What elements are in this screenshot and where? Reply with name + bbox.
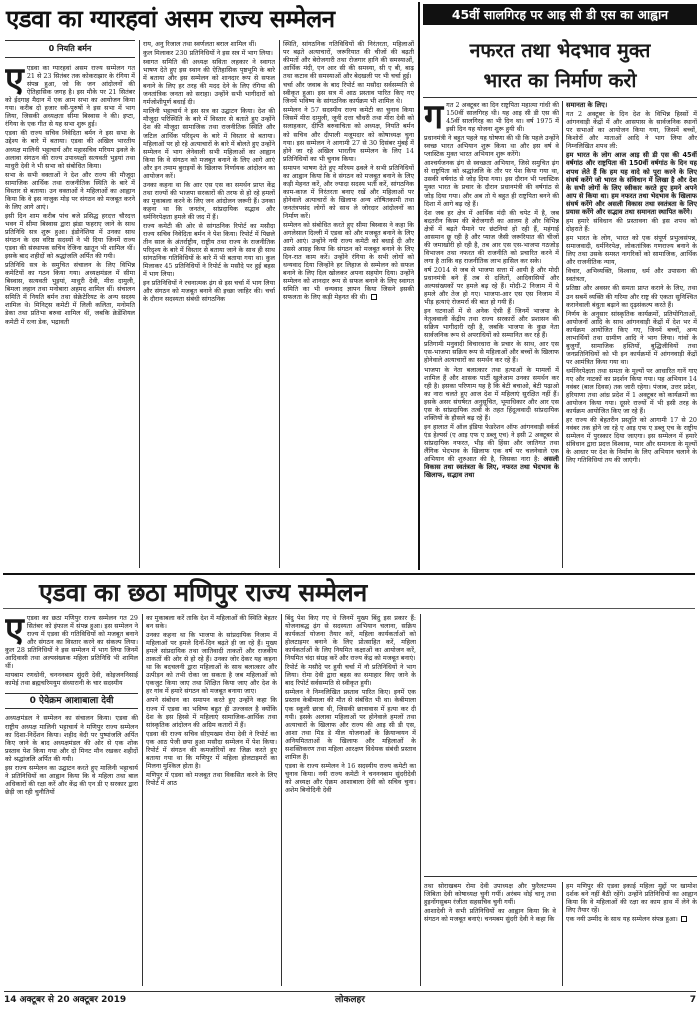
- assam-column-2: [143, 40, 275, 568]
- assam-para: चर्चा और जवाब के बाद रिपोर्ट का मसौदा सर्वसम्मति से स्वीकृत हुआ। इस सत्र में आठ प्रस्ताव पारित किए गए जिनमें भविष्य के सांगठनिक कार्यक्रम भी शामिल थे।: [283, 81, 414, 106]
- icds-para: गत 2 अक्टूबर के दिन देश के विभिन्न हिस्सों में आंगनवाड़ी केंद्रों में और आसपास के सार्वजनिक स्थानों पर सभाओं का आयोजन किया गया, जिसमें बच्चों, किशोरों और माताओं आदि ने भाग लिया और निम्नलिखित शपथ ली:: [566, 110, 697, 151]
- manipur-para: इस राज्य सम्मेलन का उद्घाटन करते हुए मालिनी भट्टाचार्य ने प्रतिनिधियों का आह्वान किया कि वे महिला तथा बाल अधिकारों की रक्षा करें और केंद्र की एन डी ए सरकार द्वारा छेड़ी जा रही चुनौतियों: [5, 763, 138, 796]
- assam-para: सम्मेलन ने 57 सदस्यीय राज्य कमेटी का चुनाव किया जिसमें मीरा दामुली, जूनी दत्ता चौधरी तथा मीरा देवी को सलाहकार, दीप्ति बरुवाचिता को अध्यक्ष, नियति बर्मन को सचिव और दीपाली मजूमदार को कोषाध्यक्ष चुना गया। इस सम्मेलन ने आगामी 27 से 30 दिसंबर मुंबई में होने जा रहे अखिल भारतीय सम्मेलन के लिए 14 प्रतिनिधियों का भी चुनाव किया।: [283, 106, 414, 163]
- banner-icds: 45वीं सालगिरह पर आइ सी डी एस का आह्वान: [423, 4, 697, 25]
- assam-column-3: [283, 40, 414, 568]
- icds-column-2: [566, 101, 697, 568]
- manipur-column-3: [285, 614, 416, 986]
- icds-para: धर्मनिरपेक्षता तथा समता के मूल्यों पर आधारित गानें गाए गए और नाटकों का प्रदर्शन किया गया। यह अभियान 14 नवंबर (बाल दिवस) तक जारी रहेगा। पंजाब, उत्तर प्रदेश, हरियाणा तथा आंध्र प्रदेश में 1 अक्टूबर को कार्यक्रमों का आयोजन किया गया। दूसरे राज्यों में भी इसी तरह के कार्यक्रम आयोजित किए जा रहे हैं।: [566, 366, 697, 416]
- icds-para: प्रतिगामी मनुवादी विचारधारा के प्रचार के साथ, आर एस एस-भाजपा सक्रिय रूप से महिलाओं और बच्चों के खिलाफ होनेवाले अत्याचारों का समर्थन कर रहे हैं।: [424, 340, 559, 365]
- dropcap: ग: [424, 101, 444, 137]
- manipur-para: एक नयी उम्मीद के साथ यह सम्मेलन संपन्न हुआ।: [566, 915, 697, 923]
- manipur-column-2: [146, 614, 277, 986]
- assam-para: इसी दिन शाम करीब पांच बजे प्रसिद्ध हरदत्त चौरदत्त भवन में सीमा बिस्वास द्वारा झंडा फहराए जाने के साथ प्रतिनिधि सत्र शुरू हुआ। इंडोनेशिया में उनका साथ संगठन के दस वरिष्ठ सदस्यों ने भी दिया जिनमें राज्य एडवा की संस्थापक सचिव रेजिना खातून भी शामिल थीं। इसके बाद शहीदों को श्रद्धांजलि अर्पित की गयी।: [5, 211, 135, 261]
- manipur-para: बिंदु पेश किए गए थे जिनमें मुख्य बिंदु इस प्रकार हैं: योजनाबद्ध ढ़ंग से सदस्यता अभियान चलाना, सक्रिय कार्यकर्ता योजना तैयार करें, महिला कार्यकर्ताओं को होलटाइमर बनाने के लिए प्रोत्साहित करें, महिला कार्यकर्ताओं के लिए नियमित कक्षाओं का आयोजन करें, नियमित चंदा संग्रह करें और राज्य केंद्र को मजबूत बनाएं।: [285, 614, 416, 663]
- campaign-slogan-end: समानता के लिए।: [566, 101, 608, 109]
- icds-para: निर्णय के अनुसार सांस्कृतिक कार्यक्रमों, प्रतियोगिताओं, आयोजनों आदि के साथ आंगनवाड़ी केंद्रों में देश भर में कार्यक्रम आयोजित किए गए, जिनमें बच्चों, अन्य लाभार्थियों तथा ग्रामीण आदि ने भाग लिया। गांवों के बुजुर्गों, सामाजिक हस्तियों, बुद्धिजीवियों तथा जनप्रतिनिधियों को भी इन कार्यक्रमों में आंगनवाड़ी केंद्रों पर आमंत्रित किया गया था।: [566, 309, 697, 366]
- icds-para: प्रधानमंत्री ने बहुत पहले यह घोषणा की थी कि पहले उन्होंने स्वच्छ भारत अभियान शुरू किया था और इस वर्ष वे प्लास्टिक मुक्त भारत अभियान शुरू करेंगे।: [424, 134, 559, 159]
- manipur-para: सम्मेलन ने निम्नलिखित प्रस्ताव पारित किए। इनमें एक प्रस्ताव केबीमाला की मौत से संबंधित भी था। केबीमाला एक स्कूली छात्रा थी, जिसकी छात्रावास में हत्या कर दी गयी। इसके अलावा महिलाओं पर होनेवाले हमलों तथा अत्याचारों के खिलाफ और राज्य की आइ सी डी एस, आशा तथा मिड डे मील योजनाओं के क्रियान्वयन में अनियमितताओं के खिलाफ और महिलाओं के सशक्तिकरण तथा महिला आरक्षण विधेयक संबंधी प्रस्ताव शामिल हैं।: [285, 688, 416, 761]
- newspaper-name: लोकलहर: [335, 995, 365, 1005]
- assam-para: स्थिति, सांगठनिक गतिविधियों की निरंतरता, महिलाओं पर बढ़ते अत्याचारों, जरूरियात की चीजों की बढ़ती कीमतों और बेरोजगारी तथा रोजगार हानि की समस्याओं, आर्थिक मंदी, एन आर सी की समस्या, सी ए बी, बाढ़ तथा कटाव की समस्याओं और बेदखली पर भी चर्चा हुई।: [283, 40, 414, 81]
- dropcap: ए: [5, 614, 24, 650]
- icds-para: देश जब हर क्षेत्र में आर्थिक मंदी की चपेट में है, जब बदतरीन किस्म की बेरोजगारी का आलम है और विभिन्न क्षेत्रों में बढ़ते पैमाने पर छंटनियां हो रही हैं, महंगाई आसमान छू रही है और प्याज जैसी जरूरियात की चीजों की जमाखोरी हो रही है, तब आर एस एस-भाजपा गठजोड़ विभाजन तथा नफरत की राजनीति को प्रचारित करने में लगा है ताकि वह राजनीतिक लाभ हासिल कर सके।: [424, 208, 559, 265]
- page-number: 7: [689, 995, 696, 1005]
- manipur-column-5: [566, 882, 697, 986]
- manipur-para: का मुकाबला करें ताकि देश में महिलाओं की स्थिति बेहतर बन सके।: [146, 614, 277, 631]
- icds-column-1: [424, 101, 559, 568]
- manipur-para: हम मणिपुर की एडवा इकाई महिला मुद्दों पर खामोश दर्शक बने नहीं बैठी रहेंगे। उन्होंने प्रतिनिधियों का आह्वान किया कि वे महिलाओं की रक्षा का काम हाथ में लेने के लिए तैयार रहें।: [566, 882, 697, 915]
- assam-para: उनका कहना था कि आर एस एस का समर्थन प्राप्त केंद्र तथा राज्यों की भाजपा सरकारों की तरफ से हो रहे हमलों का मुकाबला करने के लिए जन आंदोलन जरूरी हैं। उनका कहना था कि जनतंत्र, सांप्रदायिक सद्भाव और धर्मनिरपेक्षता हमले की जद में हैं।: [143, 180, 275, 221]
- issue-dates: 14 अक्टूबर से 20 अक्टूबर 2019: [4, 995, 127, 1005]
- icds-para: गगत 2 अक्टूबर का दिन राष्ट्रपिता महात्मा गांधी की 150वीं सालगिरह थी। यह आइ सी डी एस की 45वीं सालगिरह का भी दिन था। वर्ष 1975 में इसी दिन यह योजना शुरू हुयी थी।: [424, 101, 559, 137]
- asha-byline: 0 ऐयेक्रम आशाबाला देवी: [5, 693, 138, 709]
- icds-para: प्रतिष्ठा और अवसर की समता प्राप्त कराने के लिए, तथा उन सबमें व्यक्ति की गरिमा और राष्ट्र की एकता सुनिश्चित करानेवाली बंधुता बढ़ाने का दृढ़संकल्प करते हैं।: [566, 284, 697, 309]
- icds-para: इन घटनाओं में से अनेक ऐसी हैं जिनमें भाजपा के नेतृत्ववाली केंद्रीय तथा राज्य सरकारों और प्रशासन की सक्रिय भागीदारी रही है, जबकि भाजपा के कुछ नेता सार्वजनिक रूप से अपराधियों को सम्मानित कर रहे हैं।: [424, 307, 559, 340]
- headline-manipur: एडवा का छठा मणिपुर राज्य सम्मेलन: [3, 573, 695, 609]
- manipur-para: उनका कहना था कि भाजपा के सांप्रदायिक निजाम में महिलाओं पर हमले दिनों-दिन बढ़ते ही जा रहे हैं। मुख्य हमले सांप्रदायिक तथा जातिवादी ताकतों और राजकीय ताकतों की ओर से हो रहे हैं। उनका जोर देकर यह कहना था कि बदचलनी द्वारा महिलाओं के साथ बलात्कार और उत्पीड़न को तभी रोका जा सकता है जब महिलाओं को एकजुट किया जाए तथा शिक्षित किया जाए और देश के हर गांव में हमारे संगठन को मजबूत बनाया जाए।: [146, 631, 277, 696]
- icds-para: वर्ष 2014 से जब से भाजपा सत्ता में आयी है और मोदी प्रधानमंत्री बने हैं तब से दलितों, आदिवासियों और अल्पसंख्यकों पर हमले बढ़ रहे हैं। मोदी-2 निजाम में ये हमले और तेज हो गए। भाजपा-आर एस एस निजाम में भीड़ हत्याएं रोजमर्रा की बात हो गयी हैं।: [424, 265, 559, 307]
- assam-para: स्वागत समिति की अध्यक्ष सविता लहकार ने स्वागत भाषण देते हुए इस स्थान की ऐतिहासिक पृष्ठभूमि के बारे में बताया और इस सम्मेलन को शानदार रूप से सफल बनाने के लिए हर तरह की मदद देने के लिए रंगिया की जनतांत्रिक जनता को सराहा। उन्होंने सभी भागीदारों को गर्मजोशीपूर्ण बधाई दी।: [143, 58, 275, 107]
- manipur-column-4: [424, 882, 556, 986]
- headline-line: नफरत तथा भेदभाव मुक्त: [469, 39, 651, 62]
- manipur-para: एडवा के राज्य सम्मेलन ने 16 सदस्यीय राज्य कमेटी का चुनाव किया। नयी राज्य कमेटी ने चनननबाम सुंदरीदेवी को अध्यक्ष और ऐक्रम आशाबाला देवी को सचिव चुना। अशेम बिनोदिनी देवी: [285, 761, 416, 794]
- assam-para: एएडवा का ग्यारहवां असम राज्य सम्मेलन गत 21 से 23 सितंबर तक कोकराझार के रंगिया में संपन्न हुआ, जो कि जन आंदोलनों की ऐतिहासिक जगह है। इस मौके पर 21 सितंबर को ईदगाह मैदान में एक आम सभा का आयोजन किया गया। करीब दो हजार स्त्री-पुरुषों ने इस सभा में भाग लिया, जिसकी अध्यक्षता सीमा बिस्वास ने की। इप्टा, रंगिया के एक गीत से यह सभा शुरू हुई।: [5, 60, 135, 129]
- manipur-para: मायबाम रणधोनी, चनननबाम सुंदरी देवी, कोइजननिसाई कामेई तथा ब्रह्मचरिमयुम संध्यारानी के चार सदस्यीय: [5, 671, 138, 688]
- assam-para: सभा के सभी वक्ताओं ने देश और राज्य की मौजूदा सामाजिक आर्थिक तथा राजनीतिक स्थिति के बारे में विस्तार से बताया। उन वक्ताओं ने महिलाओं का आह्वान किया कि वे इस नाजुक मोड़ पर संगठन को मजबूत करने के लिए आगे आएं।: [5, 170, 135, 211]
- headline-assam: एडवा का ग्यारहवां असम राज्य सम्मेलन: [6, 5, 335, 33]
- dropcap: ए: [5, 60, 24, 101]
- assam-para: कुल मिलाकर 230 प्रतिनिधियों ने इस सत्र में भाग लिया।: [143, 49, 273, 58]
- manipur-para: एएडवा का छठा मणिपुर राज्य सम्मेलन गत 29 सितंबर को इंफाल में संपन्न हुआ। इस सम्मेलन ने राज्य में एडवा की गतिविधियों को मजबूत बनाने और संगठन का विस्तार करने का संकल्प लिया। कुल 28 प्रतिनिधियों ने इस सम्मेलन में भाग लिया जिनमें आदिवासी तथा अल्पसंख्यक महिला प्रतिनिधि भी शामिल थीं।: [5, 614, 138, 671]
- manipur-para: रिपोर्ट के मसौदे पर हुयी चर्चा में नौ प्रतिनिधियों ने भाग लिया। रोमा देवी द्वारा बहस का समाहार किए जाने के बाद रिपोर्ट सर्वसम्मति से स्वीकृत हुयी।: [285, 663, 416, 688]
- byline-assam: 0 नियति बर्मन: [5, 40, 135, 58]
- manipur-para: तथा सोराखबम रोमा देवी उपाध्यक्ष और फुरैलटप्पम जिबिता देवी कोषाध्यक्ष चुनी गयीं। अरंबम थोई चानू तथा हुइनोंगसुबम रंजीता सहसचिव चुनी गयीं।: [424, 882, 556, 907]
- campaign-slogan: असली विकास तथा स्वतंत्रता के लिए, नफरत तथा भेदभाव के खिलाफ, सद्भाव तथा: [424, 455, 559, 480]
- oath-text: हम भारत के लोग आज आइ सी डी एस की 45वीं वर्षगांठ और राष्ट्रपिता की 150वीं वर्षगांठ के दिन यह शपथ लेते हैं कि हम यह वादे को पूरा करने के लिए संघर्ष करेंगे जो भारत के संविधान में लिखा है और देश के सभी लोगों के लिए स्वीकार करते हुए हमने अपने आप से किया था। हम नफरत तथा भेदभाव के खिलाफ संघर्ष करेंगे और असली विकास तथा स्वतंत्रता के लिए प्रयास करेंगे और सद्भाव तथा समानता स्थापित करेंगे।: [566, 151, 697, 216]
- manipur-para: अध्यक्षमंडल ने सम्मेलन का संचालन किया। एडवा की राष्ट्रीय अध्यक्ष मालिनी भट्टाचार्य ने मणिपुर राज्य सम्मेलन का दिशा-निर्देशन किया। शहीद वेदी पर पुष्पांजलि अर्पित किए जाने के बाद अध्यक्षमंडल की ओर से एक शोक प्रस्ताव पेश किया गया और दो मिनट मौन रखकर शहीदों को श्रद्धांजलि अर्पित की गयी।: [5, 714, 138, 763]
- icds-para: विचार, अभिव्यक्ति, विश्वास, धर्म और उपासना की स्वतंत्रता,: [566, 267, 697, 284]
- assam-para: एडवा की राज्य सचिव निवेदिता बर्मन ने इस सभा के उद्देश्य के बारे में बताया। एडवा की अखिल भारतीय अध्यक्ष मालिनी भट्टाचार्य और महासचिव मरियम ढ़वले के अलावा संगठन की राज्य उपाध्यक्षों सत्यवती भुइयां तथा माधुरी देवी ने भी सभा को संबोधित किया।: [5, 129, 135, 170]
- assam-para: प्रतिनिधि सत्र के समुचित संचालन के लिए विभिन्न कमेटियों का गठन किया गया। अध्यक्षमंडल में सीमा बिस्वास, सत्यवती भुइयां, माधुरी देवी, मीरा दामुली, बिमला लहान तथा मनोबारा अहमद शामिल थीं। संचालन समिति में नियति बर्मन तथा सेक्रेटेरियट के अन्य सदस्य शामिल थे। मिनिट्स कमेटी में लिली कलिता, मनोमति डेका तथा प्रतिभा बरुवा शामिल थीं, जबकि क्रेडेंशियल कमेटी में रत्ना डेक, भद्रावती: [5, 261, 135, 326]
- icds-para: भाजपा के नेता बलात्कार तथा हत्याओं के मामलों में शामिल हैं और शासक पार्टी खुलेआम उनका समर्थन कर रही है। इसका परिणाम यह है कि बेटी बचाओ, बेटी पढ़ाओ का नारा चलते हुए आज देश में महिलाएं सुरक्षित नहीं हैं। इसके असर संघर्षरत अनुसूचित, भूमाधिकार और आर एस एस के सांप्रदायिक तत्वों के तहत हिंदूत्ववादी सांप्रदायिक शक्तियों के हौसले बढ़ रहे हैं।: [424, 365, 559, 422]
- manipur-column-1: [5, 614, 138, 986]
- headline-icds: [423, 36, 697, 96]
- end-mark: [371, 294, 377, 300]
- assam-para: राज्य कमेटी की ओर से सांगठनिक रिपोर्ट का मसौदा राज्य सचिव निवेदिता बर्मन ने पेश किया। रिपोर्ट में पिछले तीन साल के अंतर्राष्ट्रीय, राष्ट्रीय तथा राज्य के राजनीतिक परिदृश्य के बारे में विस्तार से बताया जाने के साथ ही साथ सांगठनिक गतिविधियों के बारे में भी बताया गया था। कुल मिलाकर 45 प्रतिनिधियों ने रिपोर्ट के मसौदे पर हुई बहस में भाग लिया।: [143, 222, 275, 279]
- page-footer: [4, 991, 696, 1007]
- manipur-para: अपने संबोधन का समापन करते हुए उन्होंने कहा कि राज्य में एडवा का भविष्य बहुत ही उज्जवल है क्योंकि देश के इस हिस्से में महिलाएं सामाजिक-आर्थिक तथा सांस्कृतिक आंदोलन की अग्रिम कतारों में हैं।: [146, 696, 277, 729]
- manipur-para: एडवा की राज्य सचिव सीए़मखम रोमा देवी ने रिपोर्ट का एक आठ पेजी छपा हुआ मसौदा सम्मेलन में पेश किया। रिपोर्ट में संगठन की कमजोरियों का जिक्र करते हुए बताया गया था कि मणिपुर में महिला होलटाइमरों का मिलना मुश्किल होता है।: [146, 729, 277, 770]
- assam-para: सम्मेलन को संबोधित करते हुए सीमा बिस्वास ने कहा कि अगलेसाल दिल्ली में एडवा को और मजबूत बनाने के लिए आगे आएं। उन्होंने नयी राज्य कमेटी को बधाई दी और उससे आग्रह किया कि संगठन को मजबूत बनाने के लिए दिन-रात काम करें। उन्होंने रंगिया के सभी लोगों को धन्यवाद दिया जिन्होंने हर लिहाज से सम्मेलन को सफल बनाने के लिए दिल खोलकर अपना सहयोग दिया। उन्होंने सम्मेलन को शानदार रूप से सफल बनाने के लिए स्वागत समिति का भी धन्यवाद ज्ञापन किया जिसने इसकी सफलता के लिए कड़ी मेहनत की थी।: [283, 221, 414, 302]
- icds-para: इन हालात में ऑल इंडिया फेडरेशन ऑफ आंगनवाड़ी वर्कर्स एंड हेल्पर्स (ए आइ एफ ए डब्लू एच) ने इसी 2 अक्टूबर से सांप्रदायिक नफरत, भीड़ की हिंसा और जातिगत तथा लैंगिक भेदभाव के खिलाफ एक वर्ष पर चलनेवाले एक अभियान की शुरुआत की है, जिसका नारा है: असली विकास तथा स्वतंत्रता के लिए, नफरत तथा भेदभाव के खिलाफ, सद्भाव तथा: [424, 422, 559, 480]
- icds-para: आश्चर्यजनक ढ़ंग से स्वच्छता अभियान, जिसे समुचित ढ़ंग से राष्ट्रपिता को श्रद्धांजलि के तौर पर पेश किया गया था, उसकी वर्षगांठ से जोड़ दिया गया। इस दौरान भी प्लास्टिक मुक्त भारत के प्रचार के दौरान प्रधानमंत्री की वर्षगांठ से जोड़ दिया गया। और अब तो ये बहुत ही राष्ट्रपिता बनने की दिशा में आगे बढ़ रहे हैं।: [424, 159, 559, 208]
- assam-para: मालिनी भट्टाचार्य ने इस सत्र का उद्घाटन किया। देश की मौजूदा परिस्थिति के बारे में विस्तार से बताते हुए उन्होंने देश की मौजूदा सामाजिक तथा राजनीतिक स्थिति और जटिल आर्थिक परिदृश्य के बारे में विस्तार से बताया। महिलाओं पर हो रहे अत्याचारों के बारे में बोलते हुए उन्होंने सम्मेलन में भाग लेनेवाली सभी महिलाओं का आह्वान किया कि वे संगठन को मजबूत बनाने के लिए आगे आएं और इन तमाम बुराइयों के खिलाफ निर्णायक आंदोलन का आयोजन करें।: [143, 107, 275, 180]
- manipur-para: आशादेवी ने सभी प्रतिनिधियों का आह्वान किया कि वे संगठन को मजबूत बनाएं। चनमबम सुंदरी देवी ने कहा कि: [424, 907, 556, 924]
- icds-para: हम हमारे संविधान की प्रस्तावना की इस शपथ को दोहराते हैं:: [566, 217, 697, 234]
- end-mark: [681, 916, 687, 922]
- manipur-para: मणिपुर में एडवा को मजबूत तथा विकसित करने के लिए रिपोर्ट में आठ: [146, 770, 277, 787]
- icds-para: हर राज्य की बेहतरीन प्रस्तुति को आगामी 17 से 20 नवंबर तक होने जा रहे ए आइ एफ ए डब्लू एच के राष्ट्रीय सम्मेलन में पुरस्कार दिया जाएगा। इस सम्मेलन में हमारे संविधान द्वारा प्रदत्त विश्वास, प्यार और समानता के मूल्यों के आधार पर देश के निर्माण के लिए अभियान चलाने के लिए गतिविधियां तय की जाएंगी।: [566, 416, 697, 465]
- assam-para: समापन भाषण देते हुए मरियम ढ़वले ने सभी प्रतिनिधियों का आह्वान किया कि वे संगठन को मजबूत बनाने के लिए कड़ी मेहनत करें, और ज्यादा सदस्य भर्ती करें, सांगठनिक काम-काज में निरंतरता बनाए रखें और महिलाओं पर होनेवाले अत्याचारों के खिलाफ अन्य शोषितकामी तथा जनतंत्रपसंद लोगों को साथ ले जोरदार आंदोलनों का निर्माण करें।: [283, 163, 414, 220]
- assam-para: राय, अनु रिजाल तथा स्वर्णलता बराल शामिल थीं।: [143, 40, 257, 48]
- icds-para: हम भारत के लोग, भारत को एक संपूर्ण प्रभुत्वसंपन्न, समाजवादी, धर्मनिरपेक्ष, लोकतांत्रिक गणराज्य बनाने के लिए तथा उसके समस्त नागरिकों को सामाजिक, आर्थिक और राजनीतिक न्याय,: [566, 234, 697, 267]
- headline-line: भारत का निर्माण करो: [483, 69, 637, 92]
- assam-para: इन प्रतिनिधियों ने रचनात्मक ढ़ंग से इस चर्चा में भाग लिया और संगठन को मजबूत बनाने की इच्छा जाहिर की। चर्चा के दौरान सदस्यता संबंधी सांगठनिक: [143, 279, 275, 304]
- assam-column-1: [5, 40, 135, 568]
